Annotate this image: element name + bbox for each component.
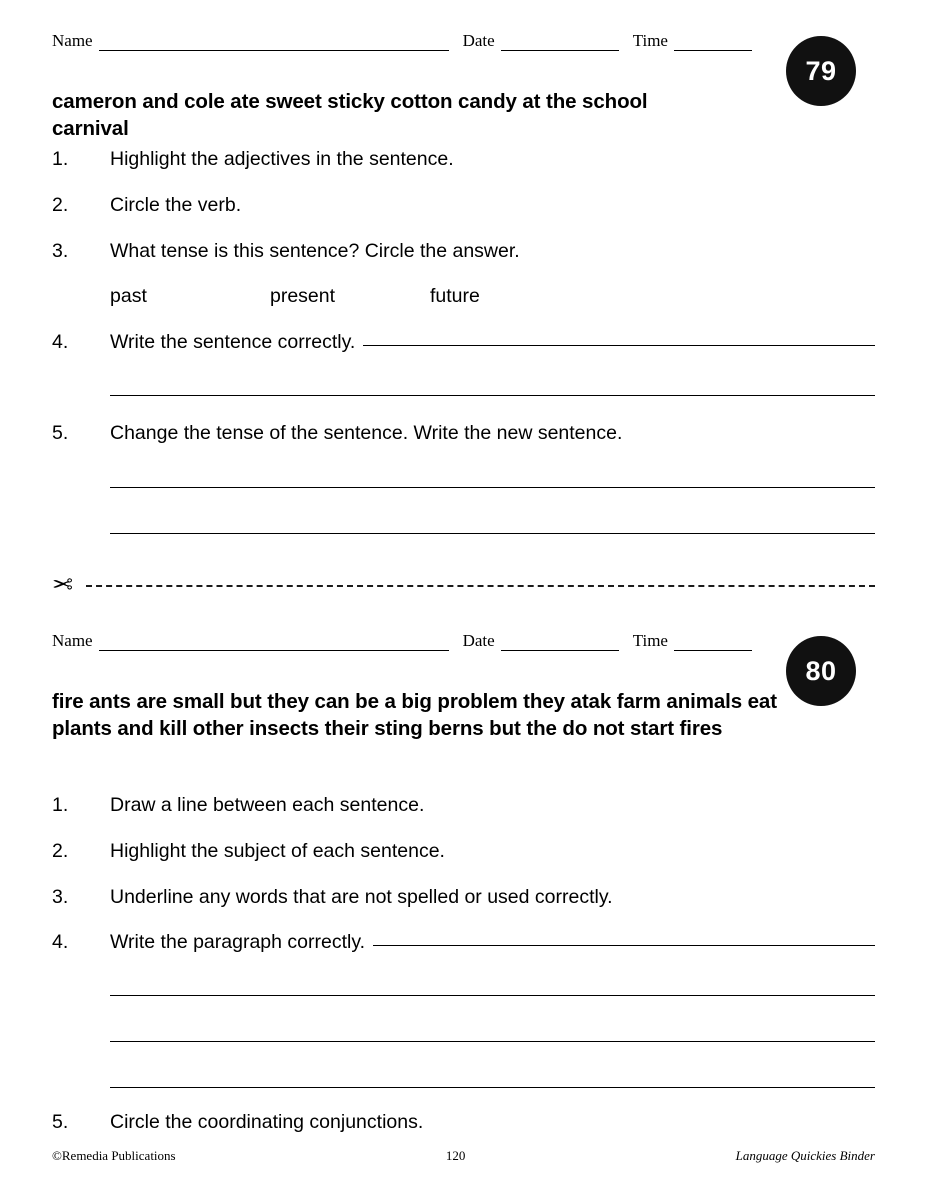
task-number: 5. [52,422,69,444]
answer-line-80-4a[interactable] [373,931,875,946]
cut-dashed-line [86,585,875,587]
task-text: Highlight the adjectives in the sentence. [110,148,454,170]
name-label-80: Name [52,631,93,650]
task-item-79-2 [52,194,875,217]
task-text: Write the sentence correctly. [110,331,356,353]
tense-option-past[interactable]: past [110,285,147,307]
time-label-80: Time [632,631,668,650]
task-text: Draw a line between each sentence. [110,794,425,816]
answer-line-80-4b[interactable] [110,995,875,996]
name-label-79: Name [52,31,93,50]
task-number: 2. [52,194,69,216]
task-number: 4. [52,331,69,353]
tense-option-future[interactable]: future [430,285,480,307]
scissors-icon: ✂ [52,571,73,599]
cut-line-row [52,570,875,600]
worksheet-number-badge-79: 79 [786,36,856,106]
header-row-79 [52,31,875,51]
tense-option-present[interactable]: present [270,285,336,307]
time-input-79[interactable] [674,37,752,51]
name-input-79[interactable] [99,37,449,51]
date-label-80: Date [462,631,495,650]
task-text: Highlight the subject of each sentence. [110,840,445,862]
answer-line-80-4d[interactable] [110,1087,875,1088]
answer-line-79-4a[interactable] [363,331,875,346]
task-item-80-5 [52,1111,875,1134]
task-number: 4. [52,931,69,953]
sentence-prompt-80: fire ants are small but they can be a big problem they atak farm animals eat plants and kill other insects their sting berns but the do not start fires [52,690,777,741]
task-item-79-5 [52,422,875,445]
time-label-79: Time [632,31,668,50]
footer-copyright: ©Remedia Publications [52,1148,176,1163]
task-item-80-3 [52,886,875,909]
task-item-80-4 [52,931,875,954]
task-item-79-4 [52,331,875,354]
task-text: Circle the verb. [110,194,242,216]
page-footer [52,1148,875,1164]
task-number: 3. [52,886,69,908]
task-item-79-1 [52,148,875,171]
date-input-79[interactable] [501,37,619,51]
tense-options-79 [110,285,480,308]
task-number: 2. [52,840,69,862]
date-label-79: Date [462,31,495,50]
task-number: 1. [52,794,69,816]
task-number: 5. [52,1111,69,1133]
task-text: Change the tense of the sentence. Write the new sentence. [110,422,623,444]
answer-line-79-4b[interactable] [110,395,875,396]
task-text: Underline any words that are not spelled or used correctly. [110,886,613,908]
task-item-80-1 [52,794,875,817]
header-row-80 [52,631,875,651]
task-text: What tense is this sentence? Circle the answer. [110,240,520,262]
task-item-80-2 [52,840,875,863]
answer-line-79-5b[interactable] [110,533,875,534]
answer-line-79-5a[interactable] [110,487,875,488]
task-item-79-3 [52,240,875,263]
task-number: 3. [52,240,69,262]
task-text: Write the paragraph correctly. [110,931,366,953]
sentence-prompt-79: cameron and cole ate sweet sticky cotton candy at the school carnival [52,90,648,141]
task-text: Circle the coordinating conjunctions. [110,1111,424,1133]
task-number: 1. [52,148,69,170]
footer-page-number: 120 [445,1148,466,1163]
worksheet-number-badge-80: 80 [786,636,856,706]
date-input-80[interactable] [501,637,619,651]
footer-series-title: Language Quickies Binder [735,1148,875,1163]
time-input-80[interactable] [674,637,752,651]
answer-line-80-4c[interactable] [110,1041,875,1042]
name-input-80[interactable] [99,637,449,651]
